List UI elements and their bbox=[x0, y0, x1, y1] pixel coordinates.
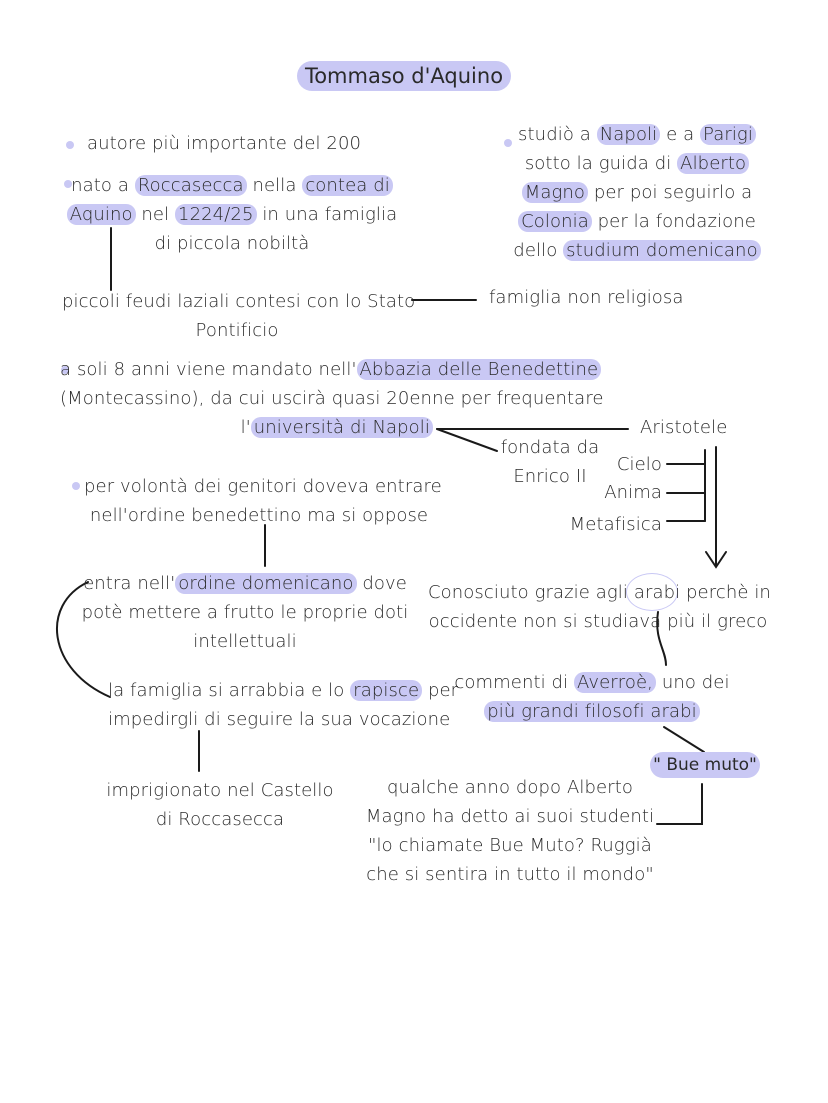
note-feudi-line: piccoli feudi laziali contesi con lo Stato bbox=[62, 291, 416, 312]
note-studio-text: per la fondazione bbox=[591, 211, 756, 232]
note-fondata-line: Enrico II bbox=[513, 466, 587, 487]
note-conosciuto bbox=[428, 578, 771, 636]
note-commenti bbox=[452, 668, 732, 726]
highlight-abbazia: Abbazia delle Benedettine bbox=[357, 359, 602, 380]
note-nato-text: di piccola nobiltà bbox=[154, 233, 310, 254]
highlight-parigi: Parigi bbox=[700, 124, 756, 145]
connector-aristotele-arrow bbox=[706, 447, 726, 567]
note-qualche-anno bbox=[360, 773, 660, 889]
note-studio-text: e a bbox=[660, 124, 701, 145]
note-nato-text: nel bbox=[135, 204, 176, 225]
note-famiglia-non-religiosa: famiglia non religiosa bbox=[489, 287, 684, 308]
note-metafisica: Metafisica bbox=[569, 514, 662, 535]
note-abbazia-text: a soli 8 anni viene mandato nell' bbox=[60, 359, 357, 380]
highlight-averroe: Averroè, bbox=[574, 672, 656, 693]
note-qualche-line: che si sentira in tutto il mondo" bbox=[366, 864, 654, 885]
note-imprigionato-line: di Roccasecca bbox=[155, 809, 285, 830]
note-abbazia-text: l' bbox=[240, 417, 251, 438]
note-famiglia-rapisce bbox=[108, 676, 459, 734]
bullet-point bbox=[66, 141, 74, 149]
note-abbazia-text: (Montecassino), da cui uscirà quasi 20enne per frequentare bbox=[60, 388, 604, 409]
note-conosciuto-text: perchè in bbox=[680, 582, 771, 603]
note-imprigionato-line: imprigionato nel Castello bbox=[106, 780, 334, 801]
note-qualche-line: Magno ha detto ai suoi studenti bbox=[365, 806, 655, 827]
highlight-aquino: Aquino bbox=[67, 204, 136, 225]
highlight-colonia: Colonia bbox=[518, 211, 592, 232]
note-studio bbox=[512, 120, 762, 265]
note-aristotele: Aristotele bbox=[640, 417, 728, 438]
highlight-napoli: Napoli bbox=[597, 124, 661, 145]
note-volonta-line: nell'ordine benedettino ma si oppose bbox=[89, 505, 429, 526]
note-studio-text: per poi seguirlo a bbox=[588, 182, 753, 203]
note-commenti-text: uno dei bbox=[656, 672, 730, 693]
note-anima: Anima bbox=[604, 482, 662, 503]
note-famiglia-text: per bbox=[422, 680, 459, 701]
highlight-contea: contea di bbox=[302, 175, 393, 196]
highlight-universita: università di Napoli bbox=[251, 417, 433, 438]
note-nato-text: in una famiglia bbox=[256, 204, 398, 225]
note-commenti-text: commenti di bbox=[454, 672, 574, 693]
note-qualche-line: qualche anno dopo Alberto bbox=[387, 777, 633, 798]
note-feudi bbox=[62, 287, 416, 345]
note-imprigionato bbox=[100, 776, 340, 834]
bue-muto-badge: " Bue muto" bbox=[650, 752, 760, 778]
note-studio-text: sotto la guida di bbox=[524, 153, 678, 174]
note-feudi-line: Pontificio bbox=[195, 320, 279, 341]
note-domenicano-text: dove bbox=[356, 573, 407, 594]
connector-commenti-bue bbox=[664, 727, 704, 752]
note-domenicano bbox=[72, 569, 418, 656]
note-domenicano-text: entra nell' bbox=[83, 573, 176, 594]
note-domenicano-text: intellettuali bbox=[193, 631, 297, 652]
note-cielo: Cielo bbox=[616, 454, 662, 475]
note-conosciuto-text: occidente non si studiava più il greco bbox=[428, 611, 768, 632]
note-fondata bbox=[495, 433, 605, 491]
note-nato-text: nella bbox=[246, 175, 303, 196]
highlight-filosofi-arabi: più grandi filosofi arabi bbox=[484, 701, 700, 722]
note-domenicano-text: potè mettere a frutto le proprie doti bbox=[81, 602, 409, 623]
note-nato bbox=[62, 171, 402, 258]
page-title: Tommaso d'Aquino bbox=[297, 61, 511, 91]
note-studio-text: studiò a bbox=[518, 124, 597, 145]
note-autore: autore più importante del 200 bbox=[87, 133, 362, 154]
note-studio-text: dello bbox=[513, 240, 564, 261]
highlight-studium: studium domenicano bbox=[563, 240, 761, 261]
note-nato-text: nato a bbox=[71, 175, 135, 196]
connector-bue-qualche bbox=[657, 784, 702, 824]
note-fondata-line: fondata da bbox=[500, 437, 600, 458]
highlight-year: 1224/25 bbox=[175, 204, 256, 225]
note-conosciuto-text: Conosciuto grazie agli bbox=[428, 582, 634, 603]
highlight-roccasecca: Roccasecca bbox=[135, 175, 247, 196]
note-conosciuto-arabi: arabi bbox=[633, 582, 681, 603]
note-volonta-line: per volontà dei genitori doveva entrare bbox=[84, 476, 442, 497]
note-volonta bbox=[84, 472, 442, 530]
note-abbazia bbox=[60, 355, 604, 442]
note-qualche-line: "lo chiamate Bue Muto? Ruggià bbox=[368, 835, 652, 856]
highlight-alberto: Alberto bbox=[677, 153, 749, 174]
note-famiglia-text: impedirgli di seguire la sua vocazione bbox=[108, 709, 451, 730]
note-famiglia-text: la famiglia si arrabbia e lo bbox=[108, 680, 351, 701]
bullet-point bbox=[72, 482, 80, 490]
highlight-rapisce: rapisce bbox=[350, 680, 422, 701]
highlight-magno: Magno bbox=[522, 182, 588, 203]
highlight-ordine-domenicano: ordine domenicano bbox=[175, 573, 356, 594]
bullet-point bbox=[504, 139, 512, 147]
